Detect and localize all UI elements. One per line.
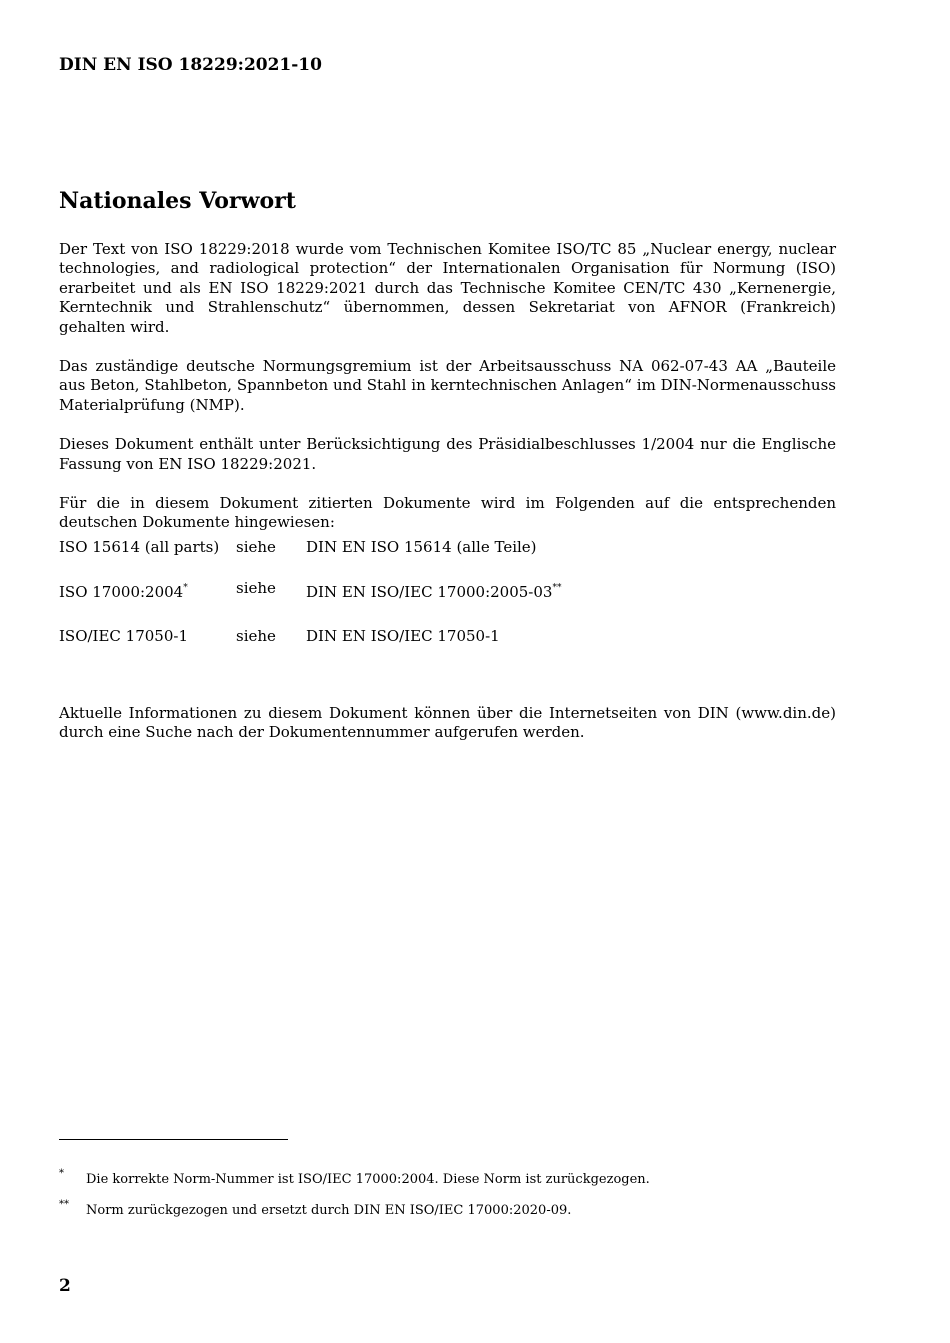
reference-din: DIN EN ISO 15614 (alle Teile) [306, 538, 537, 556]
paragraph-references-intro: Für die in diesem Dokument zitierten Dokumente wird im Folgenden auf die entsprechenden deutschen Dokumente hingewiesen: [59, 494, 836, 532]
footnote-divider [59, 1139, 288, 1140]
footnote-mark: ** [59, 1199, 69, 1210]
footnote-ref-1: * [183, 583, 188, 593]
reference-iso: ISO/IEC 17050-1 [59, 627, 189, 645]
footnote-ref-2: ** [552, 583, 562, 593]
reference-see: siehe [236, 538, 276, 556]
footnote-mark: * [59, 1168, 64, 1179]
reference-iso: ISO 15614 (all parts) [59, 538, 220, 556]
paragraph-language: Dieses Dokument enthält unter Berücksichtigung des Präsidialbeschlusses 1/2004 nur die Englische Fassung von EN ISO 18229:2021. [59, 435, 836, 473]
foreword-body [59, 240, 836, 553]
reference-see: siehe [236, 579, 276, 597]
reference-din: DIN EN ISO/IEC 17000:2005-03** [306, 583, 562, 601]
paragraph-committee: Das zuständige deutsche Normungsgremium ist der Arbeitsausschuss NA 062-07-43 AA „Bauteile aus Beton, Stahlbeton, Spannbeton und Stahl in kerntechnischen Anlagen“ im DIN-Normenausschuss Materialprüfung (NMP). [59, 357, 836, 414]
page-number: 2 [59, 1276, 71, 1296]
footnote-text: Die korrekte Norm-Nummer ist ISO/IEC 17000:2004. Diese Norm ist zurückgezogen. [86, 1172, 650, 1187]
reference-iso: ISO 17000:2004* [59, 583, 188, 601]
reference-see: siehe [236, 627, 276, 645]
document-id-header: DIN EN ISO 18229:2021-10 [59, 55, 322, 75]
paragraph-origin: Der Text von ISO 18229:2018 wurde vom Technischen Komitee ISO/TC 85 „Nuclear energy, nuclear technologies, and radiological protection“ der Internationalen Organisation für Normung (ISO) erarbeitet und als EN ISO 18229:2021 durch das Technische Komitee CEN/TC 430 „Kernenergie, Kerntechnik und Strahlenschutz“ übernommen, dessen Sekretariat von AFNOR (Frankreich) gehalten wird. [59, 240, 836, 336]
page-title: Nationales Vorwort [59, 188, 296, 214]
info-paragraph: Aktuelle Informationen zu diesem Dokument können über die Internetseiten von DIN (www.din.de) durch eine Suche nach der Dokumentennummer aufgerufen werden. [59, 704, 836, 742]
reference-din: DIN EN ISO/IEC 17050-1 [306, 627, 500, 645]
footnote-text: Norm zurückgezogen und ersetzt durch DIN EN ISO/IEC 17000:2020-09. [86, 1203, 572, 1218]
